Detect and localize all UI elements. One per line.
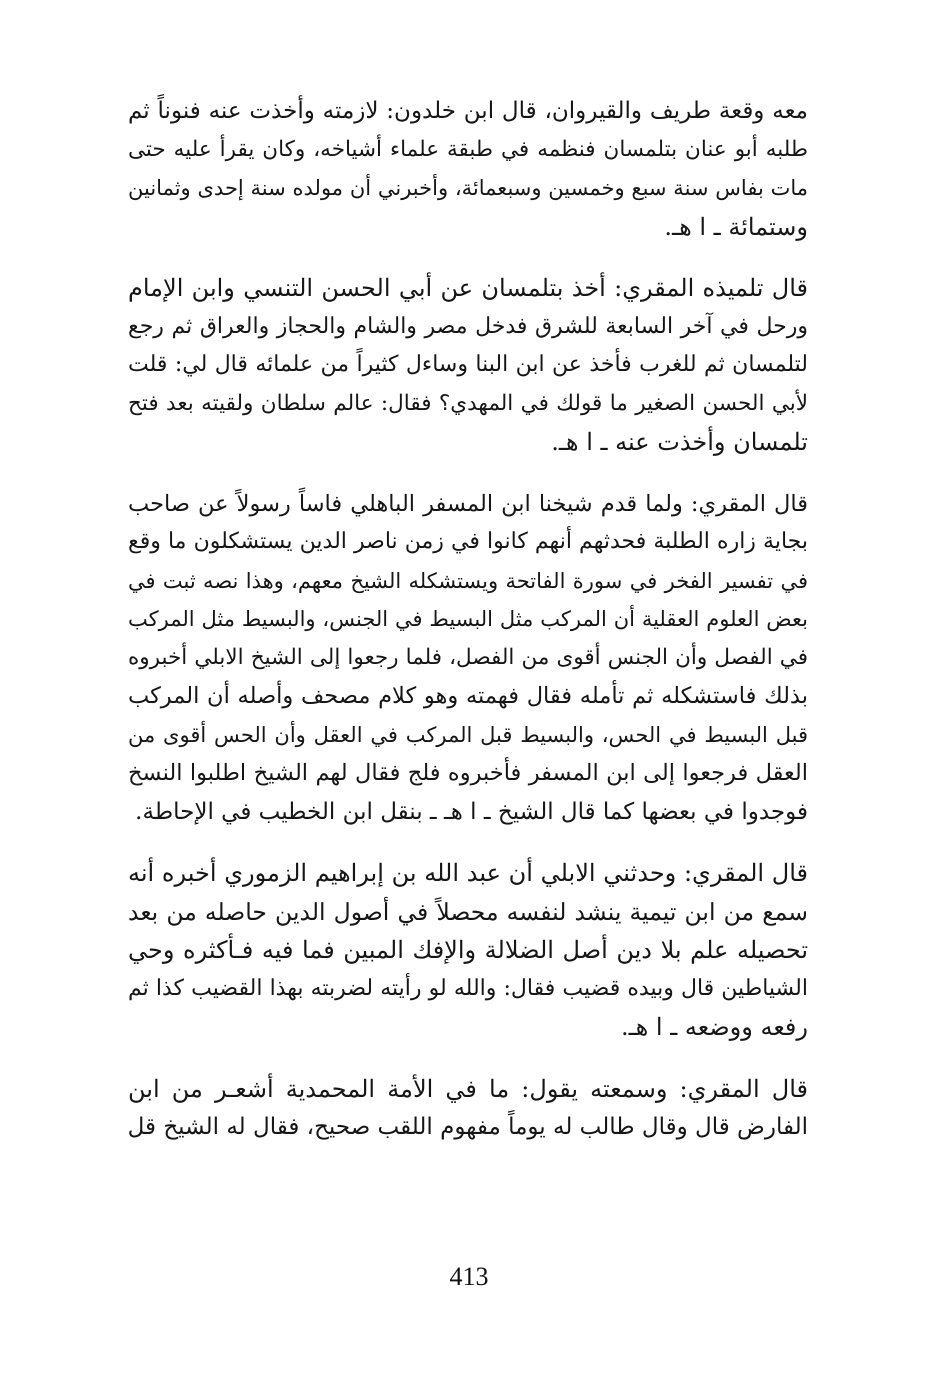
text-line: بعض العلوم العقلية أن المركب مثل البسيط في الجنس، والبسيط مثل المركب [128, 607, 808, 631]
text-line: قال تلميذه المقري: أخذ بتلمسان عن أبي الحسن التنسي وابن الإمام [128, 274, 808, 302]
text-line: طلبه أبو عنان بتلمسان فنظمه في طبقة علماء أشياخه، وكان يقرأ عليه حتى [128, 136, 808, 162]
text-line: بذلك فاستشكله ثم تأمله فقال فهمته وهو كلام مصحف وأصله أن المركب [128, 683, 808, 709]
text-line: سمع من ابن تيمية ينشد لنفسه محصلاً في أصول الدين حاصله من بعد [128, 897, 808, 926]
text-line: الفارض قال وقال طالب له يوماً مفهوم اللقب صحيح، فقال له الشيخ قل [127, 1114, 808, 1140]
text-line: ورحل في آخر السابعة للشرق فدخل مصر والشام والحجاز والعراق ثم رجع [128, 313, 808, 339]
text-line: تحصيله علم بلا دين أصل الضلالة والإفك المبين فما فيه فـأكثره وحي [128, 936, 808, 964]
text-line: تلمسان وأخذت عنه ـ ا هـ. [551, 428, 808, 456]
paragraph-4 [128, 854, 808, 1047]
text-line: مات بفاس سنة سبع وخمسين وسبعمائة، وأخبرني أن مولده سنة إحدى وثمانين [128, 176, 808, 200]
text-line: وستمائة ـ ا هـ. [664, 212, 808, 241]
text-line: فوجدوا في بعضها كما قال الشيخ ـ ا هـ ـ بنقل ابن الخطيب في الإحاطة. [135, 798, 808, 825]
text-line: رفعه ووضعه ـ ا هـ. [620, 1013, 808, 1041]
text-line: بجاية زاره الطلبة فحدثهم أنهم كانوا في زمن ناصر الدين يستشكلون ما وقع [128, 529, 808, 554]
page-number: 413 [449, 1262, 489, 1291]
text-line: في الفصل وأن الجنس أقوى من الفصل، فلما رجعوا إلى الشيخ الابلي أخبروه [128, 644, 808, 670]
text-line: قال المقري: وسمعته يقول: ما في الأمة المحمدية أشعـر من ابن [128, 1074, 808, 1103]
main-text [128, 92, 808, 1170]
text-line: قال المقري: ولما قدم شيخنا ابن المسفر الباهلي فاساً رسولاً عن صاحب [128, 490, 808, 517]
text-line: قال المقري: وحدثني الابلي أن عبد الله بن إبراهيم الزموري أخبره أنه [128, 859, 808, 887]
paragraph-3 [128, 485, 808, 832]
paragraph-1 [128, 92, 808, 246]
text-line: قبل البسيط في الحس، والبسيط قبل المركب في العقل وأن الحس أقوى من [128, 722, 808, 747]
paragraph-5 [128, 1070, 808, 1147]
paragraph-2 [128, 269, 808, 462]
text-line: العقل فرجعوا إلى ابن المسفر فأخبروه فلج فقال لهم الشيخ اطلبوا النسخ [128, 760, 808, 786]
text-line: الشياطين قال وبيده قضيب فقال: والله لو رأيته لضربته بهذا القضيب كذا ثم [128, 975, 808, 1001]
text-line: في تفسير الفخر في سورة الفاتحة ويستشكله الشيخ معهم، وهذا نصه ثبت في [128, 568, 808, 593]
text-line: لأبي الحسن الصغير ما قولك في المهدي؟ فقال: عالم سلطان ولقيته بعد فتح [128, 390, 808, 416]
text-line: معه وقعة طريف والقيروان، قال ابن خلدون: لازمته وأخذت عنه فنوناً ثم [128, 98, 808, 124]
text-line: لتلمسان ثم للغرب فأخذ عن ابن البنا وساءل كثيراً من علمائه قال لي: قلت [128, 352, 808, 377]
